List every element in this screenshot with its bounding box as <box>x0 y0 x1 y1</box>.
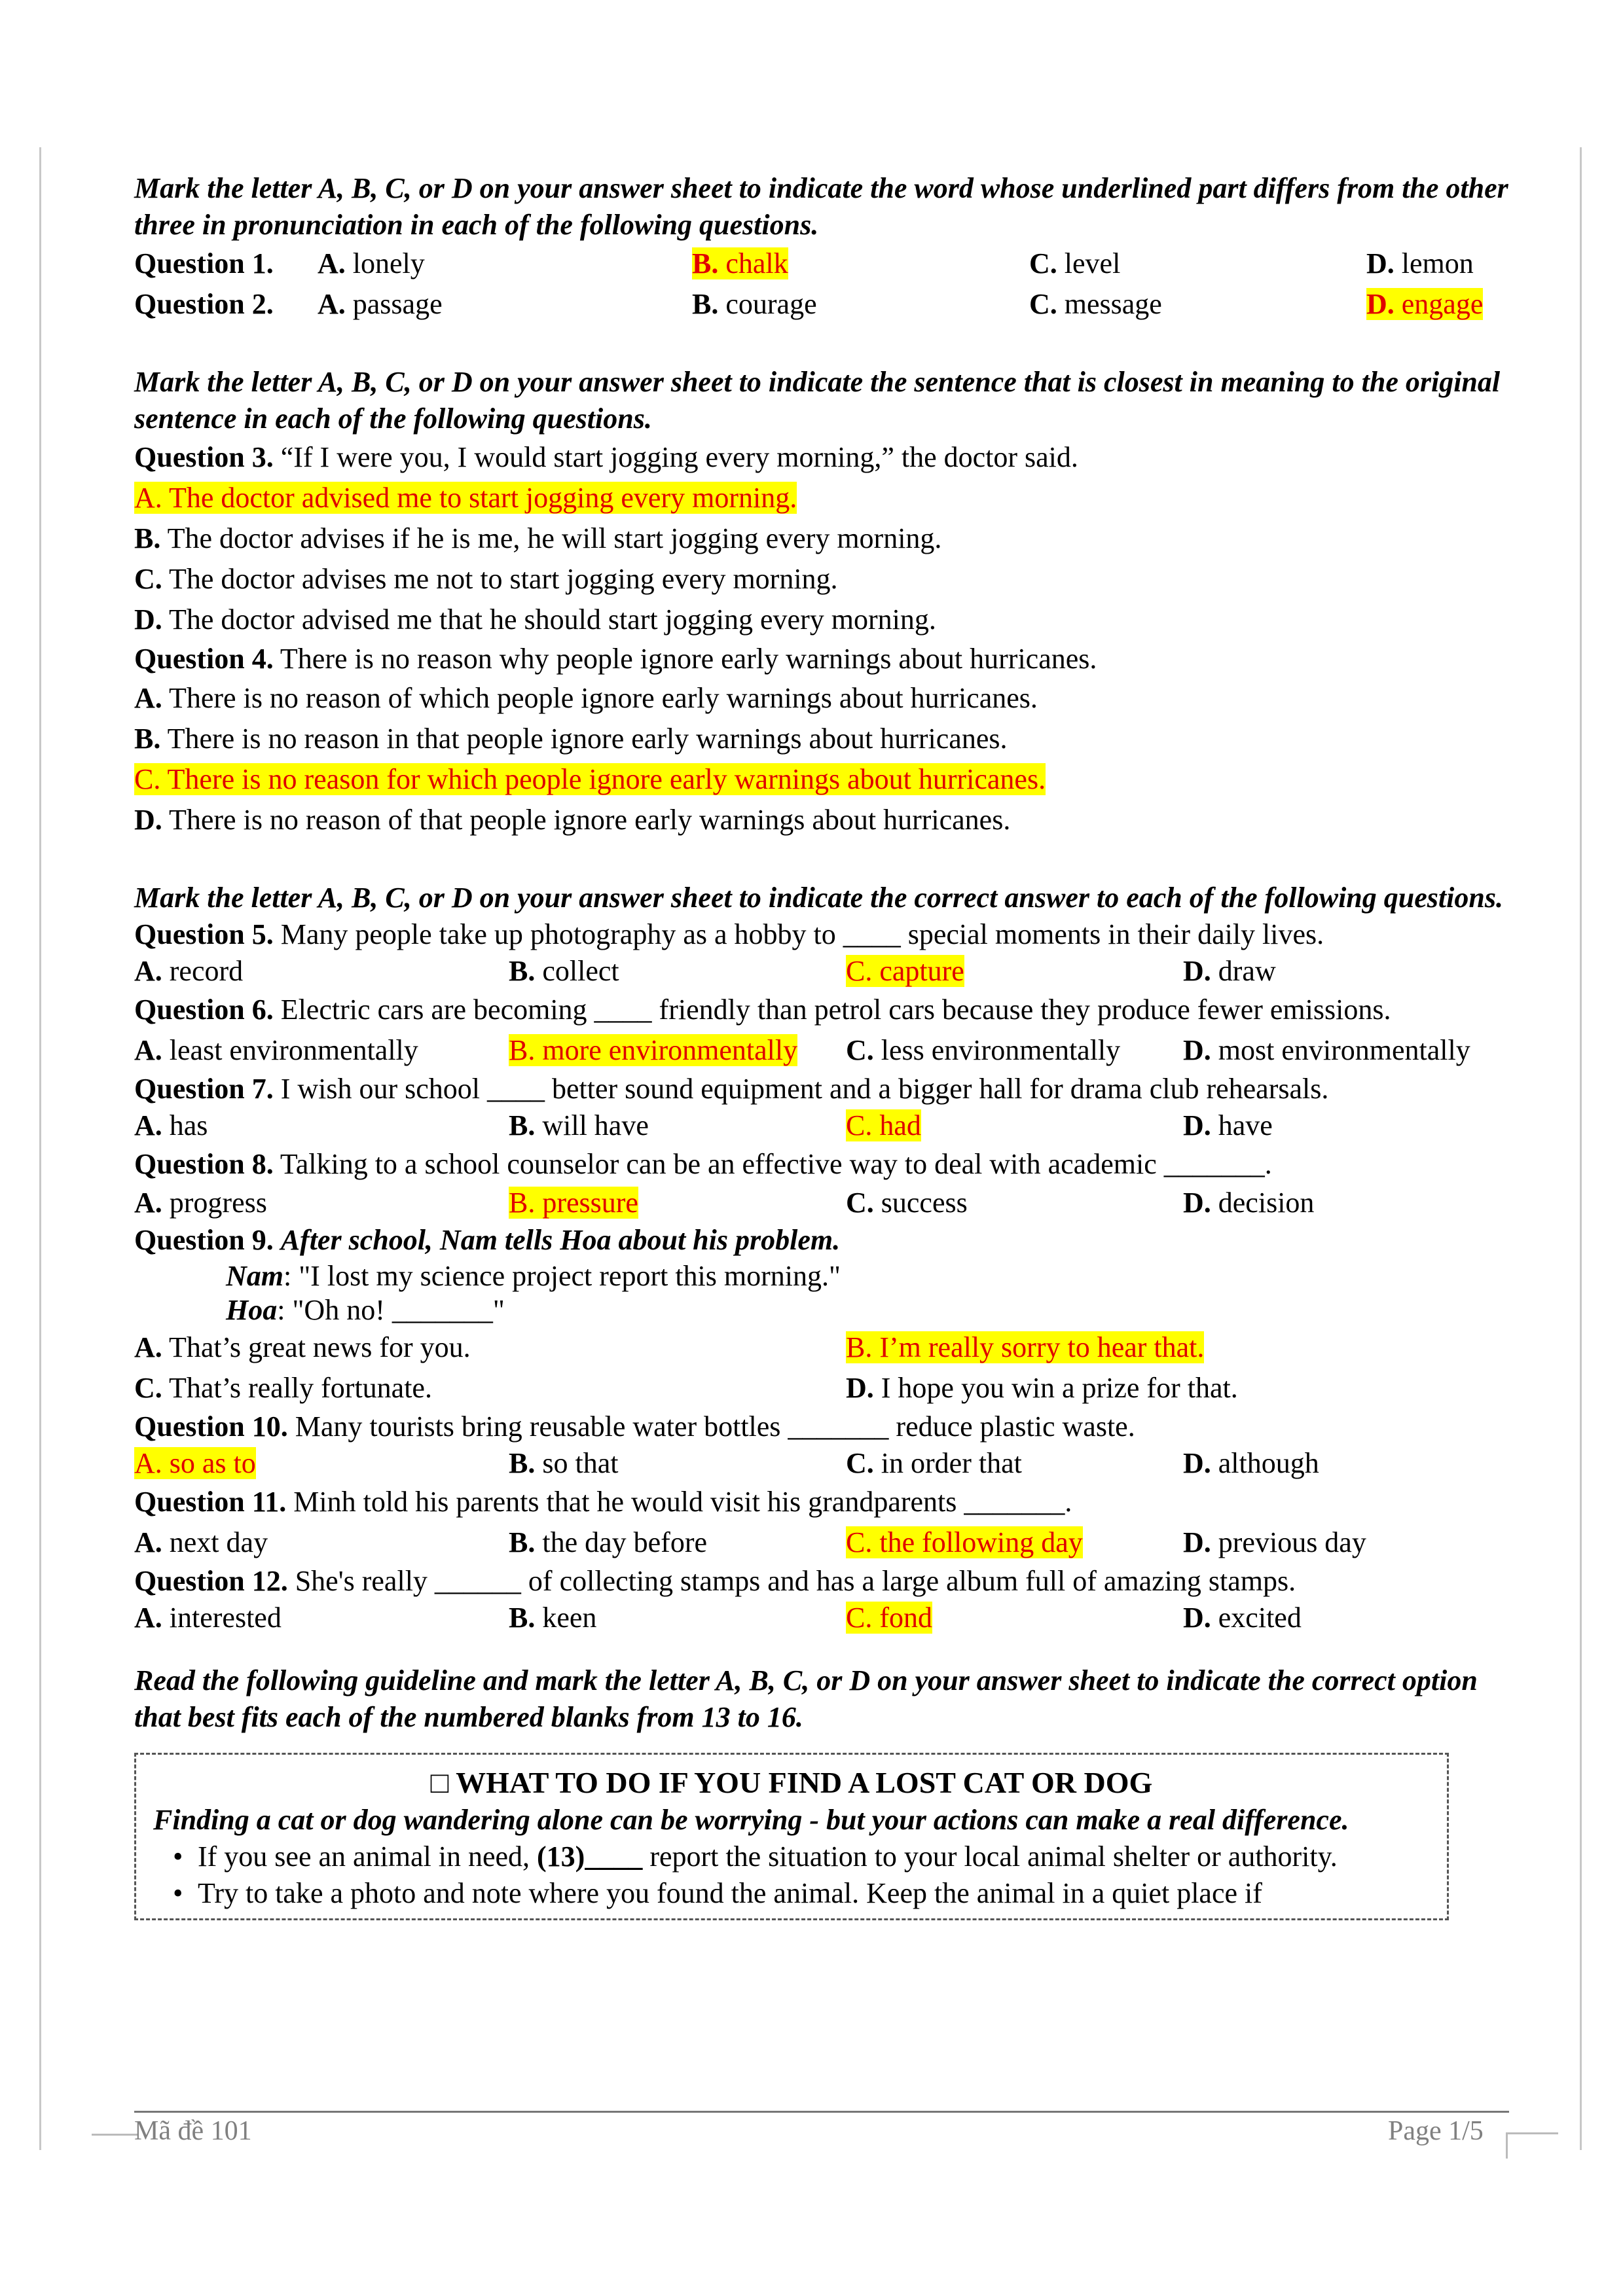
guideline-bullet-2: • Try to take a photo and note where you found the animal. Keep the animal in a quiet place if <box>178 1875 1430 1912</box>
question-11: Question 11. Minh told his parents that he would visit his grandparents _______. <box>134 1486 1072 1518</box>
option-d[interactable]: lemon <box>1401 247 1474 279</box>
option-b-correct[interactable]: B. more environmentally <box>509 1034 798 1066</box>
option-c-correct[interactable]: C. the following day <box>846 1526 1083 1558</box>
option-c[interactable]: level <box>1064 247 1121 279</box>
question-9: Question 9. After school, Nam tells Hoa about his problem. <box>134 1224 841 1256</box>
question-10: Question 10. Many tourists bring reusable water bottles _______ reduce plastic waste. <box>134 1410 1135 1443</box>
option-c-correct[interactable]: C. fond <box>846 1602 932 1634</box>
q3-option-b[interactable]: B. The doctor advises if he is me, he will start jogging every morning. <box>134 522 942 554</box>
left-margin-line <box>39 147 41 2150</box>
question-label: Question 1. <box>134 247 274 279</box>
section4-instruction: Read the following guideline and mark the letter A, B, C, or D on your answer sheet to indicate the correct option that best fits each of the numbered blanks from 13 to 16. <box>134 1664 1478 1733</box>
q9-hoa-line: Hoa: "Oh no! _______" <box>226 1294 505 1326</box>
option-d-correct[interactable]: D. engage <box>1366 288 1484 320</box>
q8-options: A. progress B. pressure C. success D. decision <box>134 1187 1315 1219</box>
option-c[interactable]: That’s really fortunate. <box>169 1372 432 1404</box>
question-8: Question 8. Talking to a school counselor can be an effective way to deal with academic _______. <box>134 1148 1272 1180</box>
question-4: Question 4. There is no reason why people ignore early warnings about hurricanes. <box>134 643 1097 675</box>
option-d[interactable]: decision <box>1218 1187 1315 1219</box>
option-a[interactable]: lonely <box>352 247 425 279</box>
q4-option-d[interactable]: D. There is no reason of that people ignore early warnings about hurricanes. <box>134 804 1011 836</box>
q3-option-a-correct[interactable]: A. The doctor advised me to start jogging every morning. <box>134 482 797 514</box>
crop-mark-right <box>1506 2132 1558 2134</box>
question-6: Question 6. Electric cars are becoming ____ friendly than petrol cars because they produce fewer emissions. <box>134 994 1391 1026</box>
option-a[interactable]: passage <box>352 288 443 320</box>
option-c[interactable]: in order that <box>881 1447 1022 1479</box>
option-d[interactable]: have <box>1218 1109 1273 1141</box>
option-b-correct[interactable]: B. pressure <box>509 1187 638 1219</box>
option-a-correct[interactable]: A. so as to <box>134 1447 256 1479</box>
option-b-correct[interactable]: B. I’m really sorry to hear that. <box>846 1331 1205 1363</box>
option-a[interactable]: has <box>169 1109 208 1141</box>
option-a[interactable]: That’s great news for you. <box>169 1331 471 1363</box>
option-a[interactable]: next day <box>169 1526 268 1558</box>
option-a[interactable]: progress <box>169 1187 267 1219</box>
exam-code: Mã đề 101 <box>134 2116 252 2146</box>
exam-page <box>134 170 1509 1920</box>
guideline-bullet-1: • If you see an animal in need, (13)____ report the situation to your local animal shelter or authority. <box>178 1839 1430 1875</box>
option-b[interactable]: the day before <box>542 1526 708 1558</box>
option-d[interactable]: previous day <box>1218 1526 1366 1558</box>
option-a[interactable]: record <box>169 955 244 987</box>
q9-nam-line: Nam: "I lost my science project report this morning." <box>226 1260 841 1292</box>
q12-options: A. interested B. keen C. fond D. excited <box>134 1602 1302 1634</box>
q11-options: A. next day B. the day before C. the following day D. previous day <box>134 1526 1366 1558</box>
page-number: Page 1/5 <box>1388 2116 1484 2146</box>
q3-option-c[interactable]: C. The doctor advises me not to start jogging every morning. <box>134 563 838 595</box>
option-d[interactable]: draw <box>1218 955 1276 987</box>
question-7: Question 7. I wish our school ____ better sound equipment and a bigger hall for drama club rehearsals. <box>134 1073 1329 1105</box>
q3-option-d[interactable]: D. The doctor advised me that he should start jogging every morning. <box>134 603 936 636</box>
blank-13[interactable]: (13)____ <box>537 1840 643 1873</box>
question-12: Question 12. She's really ______ of collecting stamps and has a large album full of amazing stamps. <box>134 1565 1296 1597</box>
question-5: Question 5. Many people take up photography as a hobby to ____ special moments in their daily lives. <box>134 918 1324 950</box>
option-c[interactable]: message <box>1064 288 1162 320</box>
q6-options: A. least environmentally B. more environmentally C. less environmentally D. most environmentally <box>134 1034 1470 1066</box>
option-d[interactable]: excited <box>1218 1602 1302 1634</box>
q10-options: A. so as to B. so that C. in order that D. although <box>134 1447 1319 1479</box>
question-label: Question 2. <box>134 288 274 320</box>
q9-options-ab: A. That’s great news for you. B. I’m really sorry to hear that. <box>134 1331 1205 1363</box>
option-b[interactable]: collect <box>542 955 619 987</box>
option-b[interactable]: will have <box>542 1109 649 1141</box>
crop-mark-left <box>92 2134 137 2136</box>
q7-options: A. has B. will have C. had D. have <box>134 1109 1273 1141</box>
question-3: Question 3. “If I were you, I would start jogging every morning,” the doctor said. <box>134 441 1078 473</box>
guideline-list <box>153 1839 1430 1912</box>
q4-option-c-correct[interactable]: C. There is no reason for which people ignore early warnings about hurricanes. <box>134 763 1046 795</box>
crop-mark-right-vertical <box>1506 2132 1508 2159</box>
guideline-title: □ WHAT TO DO IF YOU FIND A LOST CAT OR DOG <box>430 1766 1153 1799</box>
section2-instruction: Mark the letter A, B, C, or D on your answer sheet to indicate the sentence that is closest in meaning to the original sentence in each of the following questions. <box>134 366 1501 435</box>
guideline-subtitle: Finding a cat or dog wandering alone can be worrying - but your actions can make a real difference. <box>153 1804 1349 1836</box>
option-b[interactable]: so that <box>542 1447 619 1479</box>
option-d[interactable]: most environmentally <box>1218 1034 1470 1066</box>
q9-options-cd: C. That’s really fortunate. D. I hope you win a prize for that. <box>134 1372 1238 1404</box>
guideline-box <box>134 1753 1449 1920</box>
option-b[interactable]: keen <box>542 1602 597 1634</box>
option-b[interactable]: courage <box>725 288 817 320</box>
question-1: Question 1. A. lonely B. chalk C. level D. lemon <box>134 243 1509 284</box>
footer-divider <box>134 2111 1509 2113</box>
option-c[interactable]: less environmentally <box>881 1034 1121 1066</box>
option-c-correct[interactable]: C. capture <box>846 955 964 987</box>
option-d[interactable]: although <box>1218 1447 1319 1479</box>
option-a[interactable]: interested <box>169 1602 282 1634</box>
option-c-correct[interactable]: C. had <box>846 1109 921 1141</box>
option-a[interactable]: least environmentally <box>169 1034 418 1066</box>
option-b-correct[interactable]: B. chalk <box>692 247 788 279</box>
question-2: Question 2. A. passage B. courage C. message D. engage <box>134 284 1509 325</box>
section1-instruction: Mark the letter A, B, C, or D on your answer sheet to indicate the word whose underlined part differs from the other three in pronunciation in each of the following questions. <box>134 172 1508 241</box>
q4-option-a[interactable]: A. There is no reason of which people ignore early warnings about hurricanes. <box>134 682 1038 714</box>
section3-instruction: Mark the letter A, B, C, or D on your answer sheet to indicate the correct answer to each of the following questions. <box>134 882 1503 914</box>
q4-option-b[interactable]: B. There is no reason in that people ignore early warnings about hurricanes. <box>134 723 1008 755</box>
q5-options: A. record B. collect C. capture D. draw <box>134 955 1276 987</box>
right-margin-line <box>1580 147 1582 2150</box>
option-d[interactable]: I hope you win a prize for that. <box>881 1372 1238 1404</box>
option-c[interactable]: success <box>881 1187 968 1219</box>
